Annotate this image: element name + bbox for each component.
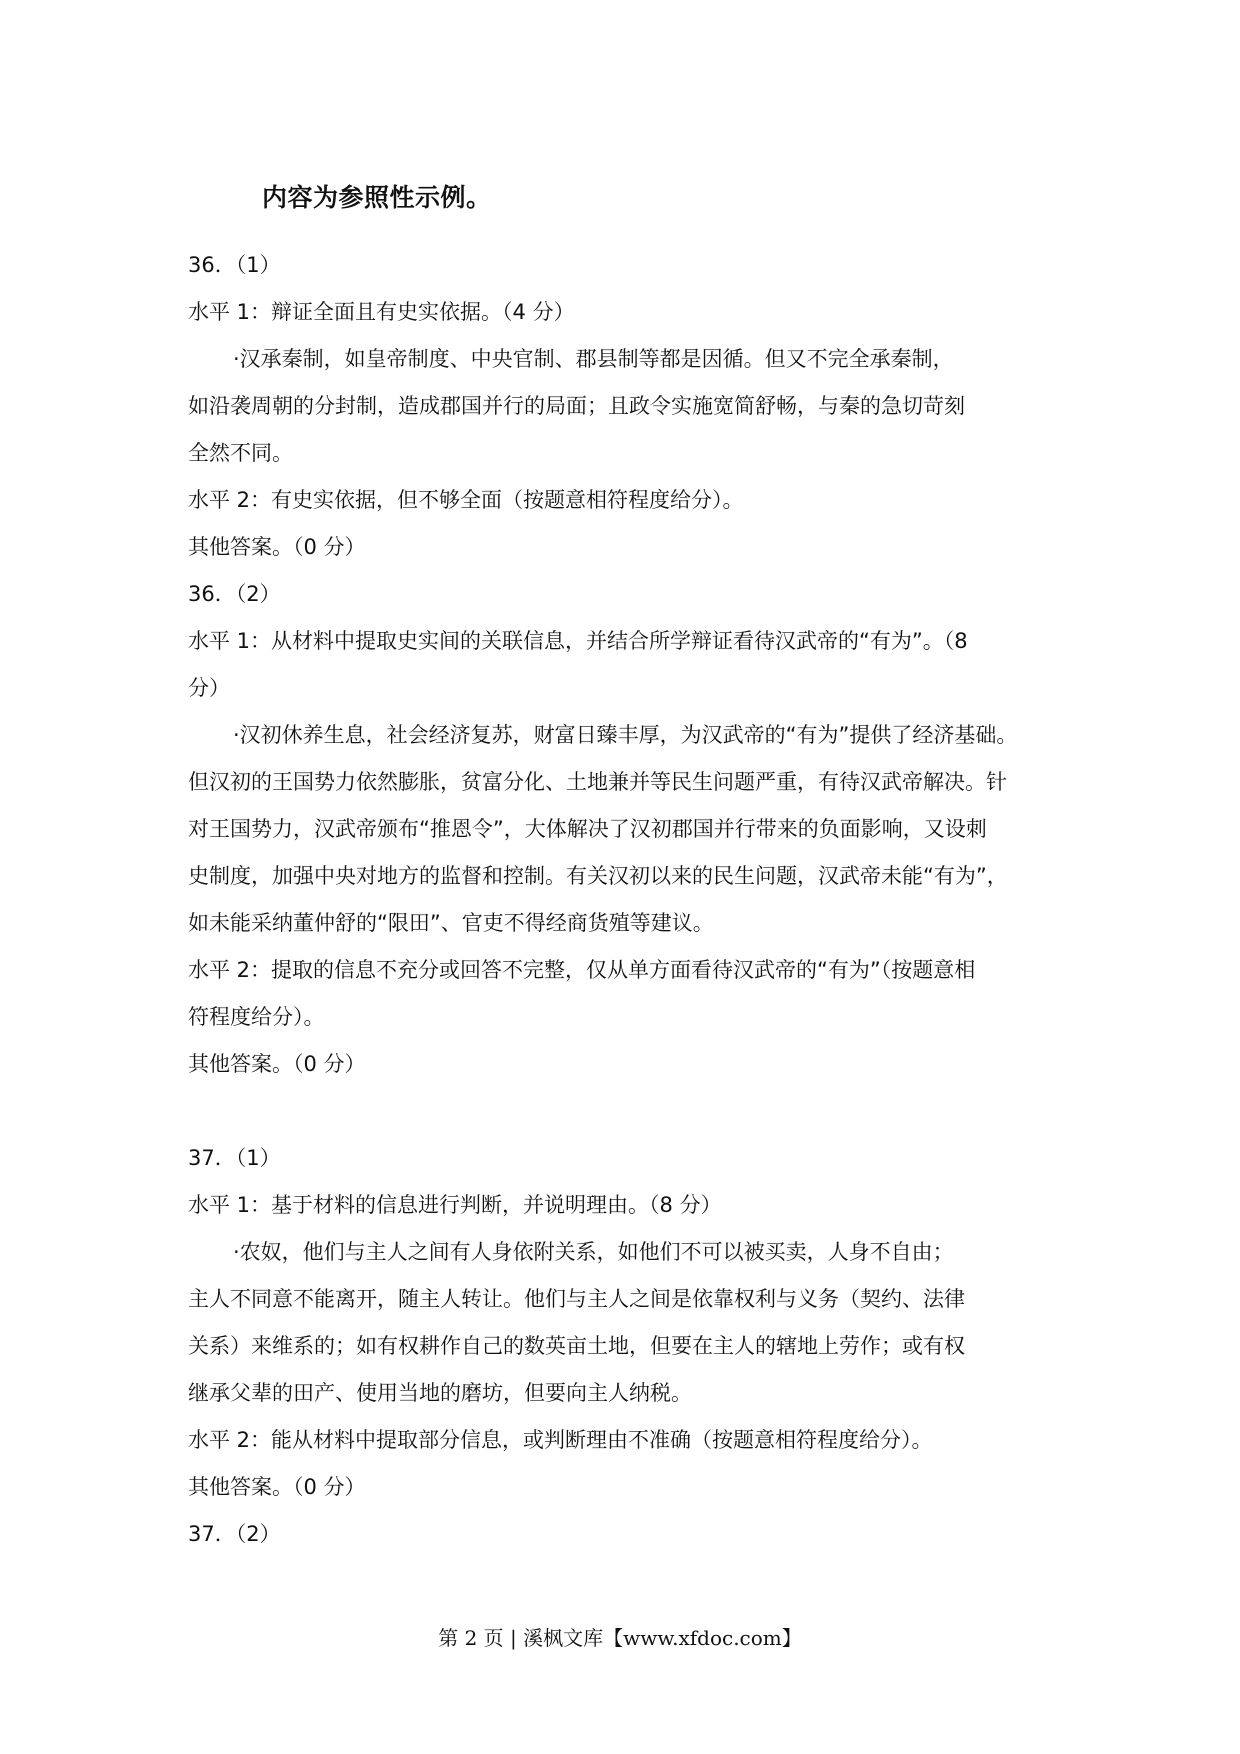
level-criterion: 符程度给分）。 [188,1005,325,1029]
sample-answer-line: 史制度，加强中央对地方的监督和控制。有关汉初以来的民生问题，汉武帝未能“有为”， [188,864,1008,888]
level-criterion: 水平 1：基于材料的信息进行判断，并说明理由。（8 分） [188,1193,722,1217]
sample-answer-line: 如未能采纳董仲舒的“限田”、官吏不得经商货殖等建议。 [188,911,714,935]
other-answers: 其他答案。（0 分） [188,1475,366,1499]
sample-answer-line: 但汉初的王国势力依然膨胀，贫富分化、土地兼并等民生问题严重，有待汉武帝解决。针 [188,770,1007,794]
section-heading: 内容为参照性示例。 [262,183,492,212]
question-number: 37．（1） [188,1146,281,1170]
question-number: 36．（1） [188,253,281,277]
level-criterion: 水平 1：辩证全面且有史实依据。（4 分） [188,300,575,324]
sample-answer-line: 对王国势力，汉武帝颁布“推恩令”，大体解决了汉初郡国并行带来的负面影响，又设刺 [188,817,987,841]
other-answers: 其他答案。（0 分） [188,535,366,559]
sample-answer-line: 主人不同意不能离开，随主人转让。他们与主人之间是依靠权利与义务（契约、法律 [188,1287,965,1311]
other-answers: 其他答案。（0 分） [188,1052,366,1076]
question-number: 37．（2） [188,1522,281,1546]
level-criterion: 水平 2：有史实依据，但不够全面（按题意相符程度给分）。 [188,488,744,512]
level-criterion: 分） [188,676,230,700]
page-footer: 第 2 页 | 溪枫文库【www.xfdoc.com】 [438,1626,802,1650]
sample-answer-line: 继承父辈的田产、使用当地的磨坊，但要向主人纳税。 [188,1381,692,1405]
answer-content [188,242,1088,1558]
level-criterion: 水平 2：提取的信息不充分或回答不完整，仅从单方面看待汉武帝的“有为”（按题意相 [188,958,976,982]
sample-answer-line: 关系）来维系的；如有权耕作自己的数英亩土地，但要在主人的辖地上劳作；或有权 [188,1334,965,1358]
sample-answer-line: ·汉承秦制，如皇帝制度、中央官制、郡县制等都是因循。但又不完全承秦制， [233,347,954,371]
sample-answer-line: 如沿袭周朝的分封制，造成郡国并行的局面；且政令实施宽简舒畅，与秦的急切苛刻 [188,394,965,418]
question-number: 36．（2） [188,582,281,606]
level-criterion: 水平 2：能从材料中提取部分信息，或判断理由不准确（按题意相符程度给分）。 [188,1428,933,1452]
blank-line [188,1088,1088,1135]
sample-answer-line: 全然不同。 [188,441,293,465]
level-criterion: 水平 1：从材料中提取史实间的关联信息，并结合所学辩证看待汉武帝的“有为”。（8 [188,629,968,653]
sample-answer-line: ·汉初休养生息，社会经济复苏，财富日臻丰厚，为汉武帝的“有为”提供了经济基础。 [233,723,1018,747]
sample-answer-line: ·农奴，他们与主人之间有人身依附关系，如他们不可以被买卖，人身不自由； [233,1240,954,1264]
